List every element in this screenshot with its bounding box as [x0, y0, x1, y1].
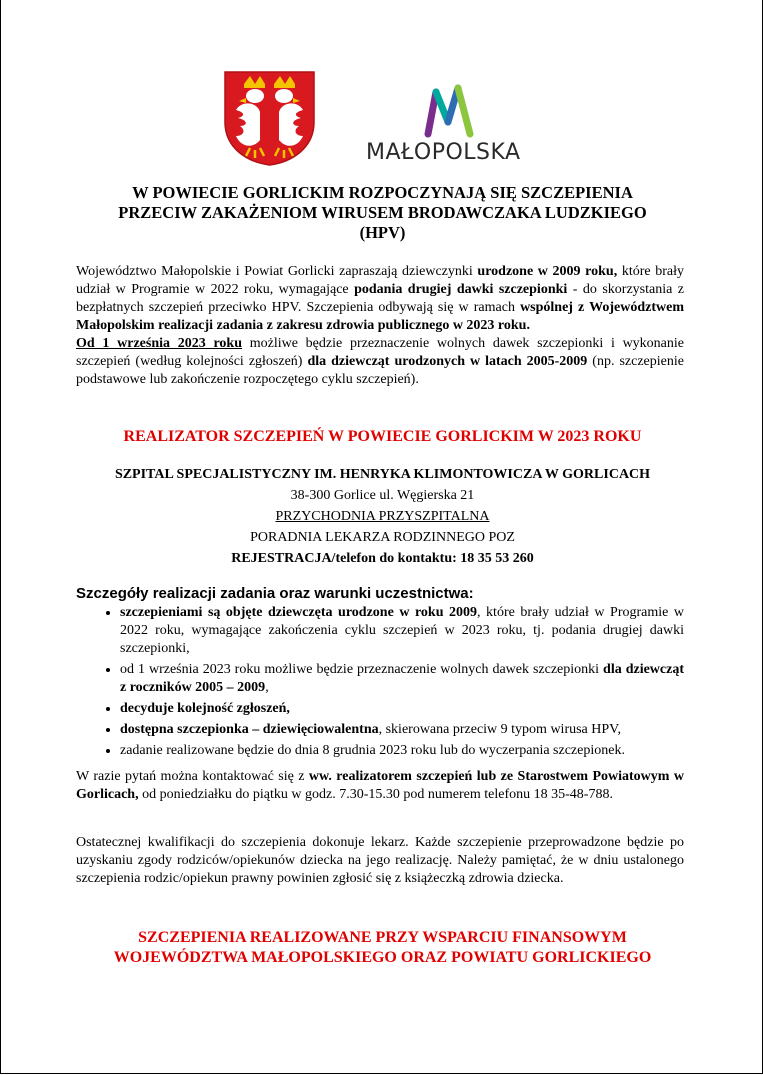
list-item-bold: szczepieniami są objęte dziewczęta urodzone w roku 2009: [120, 605, 478, 620]
logo-row: [1, 70, 763, 170]
contact-paragraph: [76, 768, 684, 804]
intro-bold-birth-year: urodzone w 2009 roku,: [477, 264, 618, 279]
intro-start-date: Od 1 września 2023 roku: [76, 336, 243, 351]
footer-heading: [41, 928, 724, 968]
intro-text: (np. szczepienie podstawowe lub zakończenie rozpoczętego cyklu szczepień).: [76, 354, 684, 387]
contact-text: W razie pytań można kontaktować się z: [76, 769, 309, 784]
malopolska-brand-logo: [366, 82, 536, 164]
intro-paragraph: [76, 263, 684, 389]
malopolska-crest-logo: [222, 70, 317, 166]
intro-text: które brały udział w Programie w 2022 roku, wymagające: [76, 264, 684, 297]
realizator-heading: REALIZATOR SZCZEPIEŃ W POWIECIE GORLICKIM W 2023 ROKU: [123, 428, 642, 445]
list-item: [120, 604, 684, 658]
list-item-text: zadanie realizowane będzie do dnia 8 grudnia 2023 roku lub do wyczerpania szczepionek.: [120, 743, 625, 758]
contact-text: od poniedziałku do piątku w godz. 7.30-15.30 pod numerem telefonu 18 35-48-788.: [138, 787, 613, 802]
hospital-name: SZPITAL SPECJALISTYCZNY IM. HENRYKA KLIMONTOWICZA W GORLICACH: [114, 467, 651, 482]
list-item-bold: decyduje kolejność zgłoszeń,: [120, 701, 290, 716]
intro-bold-second-dose: podania drugiej dawki szczepionki: [354, 282, 568, 297]
title-line-3: (HPV): [359, 223, 406, 242]
page-title: [61, 183, 704, 243]
qualification-paragraph: Ostatecznej kwalifikacji do szczepienia dokonuje lekarz. Każde szczepienie przeprowadzone będzie po uzyskaniu zgody rodziców/opiekunów dziecka na jego realizację. Należy pamiętać, że w dniu ustalonego szczepienia rodzic/opiekun prawny powinien zgłosić się z książeczką zdrowia dziecka.: [76, 835, 684, 886]
contact-bold: ww. realizatorem szczepień lub ze Starostwem Powiatowym w Gorlicach,: [76, 769, 684, 802]
list-item: [120, 742, 684, 760]
details-heading: Szczegóły realizacji zadania oraz warunki uczestnictwa:: [76, 585, 474, 602]
list-item: [120, 721, 684, 739]
hospital-info: [41, 464, 724, 569]
intro-text: - do skorzystania z bezpłatnych szczepień przeciwko HPV. Szczepienia odbywają się w ramach: [76, 282, 684, 315]
list-item: [120, 700, 684, 718]
list-item-text: , skierowana przeciw 9 typom wirusa HPV,: [378, 722, 621, 737]
malopolska-wordmark: MAŁOPOLSKA: [366, 140, 521, 165]
details-list: [76, 604, 684, 763]
list-item-text: od 1 września 2023 roku możliwe będzie przeznaczenie wolnych dawek szczepionki: [120, 662, 604, 677]
title-line-1: W POWIECIE GORLICKIM ROZPOCZYNAJĄ SIĘ SZCZEPIENIA: [132, 183, 633, 202]
footer-line-2: WOJEWÓDZTWA MAŁOPOLSKIEGO ORAZ POWIATU GORLICKIEGO: [113, 949, 652, 966]
intro-bold-birth-range: dla dziewcząt urodzonych w latach 2005-2009: [307, 354, 588, 369]
intro-bold-joint-task: wspólnej z Województwem Małopolskim realizacji zadania z zakresu zdrowia publicznego w 2023 roku.: [76, 300, 684, 333]
hospital-contact: REJESTRACJA/telefon do kontaktu: 18 35 53 260: [231, 551, 534, 566]
intro-text: możliwe będzie przeznaczenie wolnych dawek szczepionki i wykonanie szczepień (według kolejności zgłoszeń): [76, 336, 685, 369]
hospital-department: PORADNIA LEKARZA RODZINNEGO POZ: [250, 530, 515, 545]
hospital-address: 38-300 Gorlice ul. Węgierska 21: [290, 488, 475, 503]
title-line-2: PRZECIW ZAKAŻENIOM WIRUSEM BRODAWCZAKA LUDZKIEGO: [118, 203, 647, 222]
list-item: [120, 661, 684, 697]
list-item-bold: dla dziewcząt z roczników 2005 – 2009: [120, 662, 685, 695]
list-item-text: ,: [265, 680, 269, 695]
m-mark-icon: [366, 82, 536, 140]
list-item-text: , które brały udział w Programie w 2022 roku, wymagające zakończenia cyklu szczepień w 2023 roku, tj. podania drugiej dawki szczepionki,: [120, 605, 684, 656]
footer-line-1: SZCZEPIENIA REALIZOWANE PRZY WSPARCIU FINANSOWYM: [138, 929, 627, 946]
hospital-clinic: PRZYCHODNIA PRZYSZPITALNA: [275, 509, 490, 524]
list-item-bold: dostępna szczepionka – dziewięciowalentna: [120, 722, 379, 737]
intro-text: Województwo Małopolskie i Powiat Gorlicki zapraszają dziewczynki: [76, 264, 478, 279]
